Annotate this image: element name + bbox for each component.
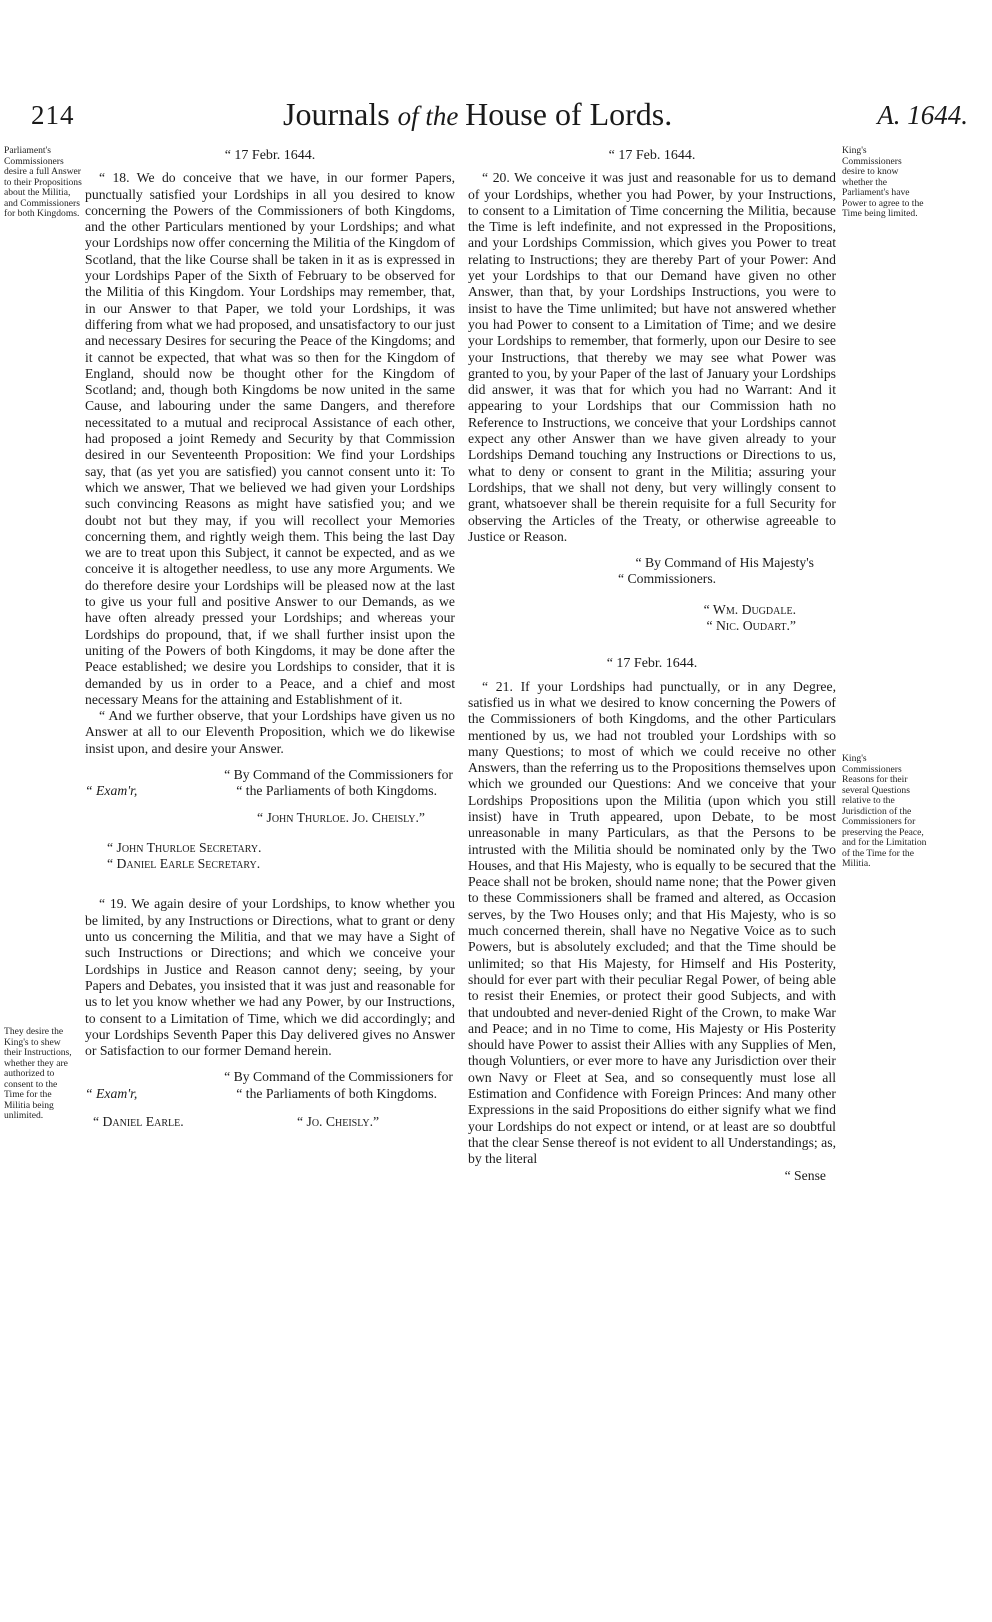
- command-line: “ Exam'r, “ the Parliaments of both Kingdoms.: [85, 783, 437, 799]
- paragraph-20: “ 20. We conceive it was just and reasonable for us to demand of your Lordships, whether you had Power, by your Instructions, to consent to a Limitation of Time concerning the Militia, because the Time is left indefinite, and not expressed in the Propositions, and your Lordships Commission, which gives you Power to treat relating to Instructions; they are thereby Part of your Power: And yet your Lordships to that our Demand have given no other Answer, than that, by your Lordships Instructions, you were to insist to have the Time unlimited; but have not answered whether you had Power to consent to a Limitation of Time; and we desire your Lordships to remember, that formerly, upon our Desire to see your Instructions, that thereby we may see what Power was granted to you, by your Paper of the last of January your Lordships did answer, it was that for which you had no Warrant: And it appearing to your Lordships that our Commission hath no Reference to Instructions, we conceive that your Lordships cannot expect any other Answer than we have given already to your Lordships Demand touching any Instructions or Directions to us, what to deny or consent to grant in the Militia; assuring your Lordships, that we shall not deny, but very willingly consent to grant, whatsoever shall be therein requisite for a full Security for observing the Articles of the Treaty, or otherwise agreeable to Justice or Reason.: [468, 170, 836, 544]
- running-title: Journals of the House of Lords.: [283, 96, 673, 132]
- signature: “ Nic. Oudart.”: [706, 618, 796, 634]
- paragraph-18: “ 18. We do conceive that we have, in our former Papers, punctually satisfied your Lordships in all you desired to know concerning the Powers of the Commissioners of both Kingdoms, and the other Particulars mentioned by your Lordships; and what your Lordships now offer concerning the Militia of the Kingdom of Scotland, that the like Course shall be taken in it as is expressed in your Lordships Paper of the Sixth of February to be observed for the Militia of this Kingdom. Your Lordships may remember, that, in our Answer to that Paper, we told your Lordships, it was differing from what we had proposed, and unsatisfactory to our just and necessary Desires for securing the Peace of the Kingdoms; and it cannot be expected, that what was so then for the Kingdom of England, should now be thought other for the Kingdom of Scotland; and, though both Kingdoms be now united in the same Cause, and labouring under the same Dangers, and therefore necessitated to a mutual and reciprocal Assistance of each other, had proposed a joint Remedy and Security by that Commission desired in our Seventeenth Proposition: We find your Lordships say, that (as yet you are satisfied) you cannot consent unto it: To which we answer, That we believed we had given your Lordships such convincing Reasons as might have satisfied you; and we doubt not but they may, if you will recollect your Memories concerning them, and rightly weigh them. This being the last Day we are to treat upon this Subject, it cannot be expected, and as we conceive it is altogether needless, to use any more Arguments. We do therefore desire your Lordships will be pleased now at the last to give us your full and positive Answer to our Demands, as we have often already pressed your Lordships; and whereas your Lordships do propound, that, if we shall further insist upon the uniting of the Powers of both Kingdoms, it may be done after the Peace established; we desire you Lordships to consider, that it is demanded by us in order to a Peace, and a chief and most necessary Means for the attaining and Establishment of it.: [85, 170, 455, 707]
- entry-date: “ 17 Feb. 1644.: [608, 148, 696, 163]
- secretary: “ Daniel Earle Secretary.: [107, 856, 261, 872]
- command-line: “ By Command of the Commissioners for: [224, 1069, 453, 1085]
- command-line: “ By Command of the Commissioners for: [224, 766, 453, 782]
- command-line: “ Exam'r, “ the Parliaments of both Kingdoms.: [85, 1085, 437, 1101]
- right-column: [468, 148, 836, 1184]
- page-year: A. 1644.: [877, 100, 968, 130]
- margin-note: Parliament's Commissioners desire a full Answer to their Propositions about the Militia, and Commissioners for both Kingdoms.: [4, 145, 82, 219]
- page-number: 214: [31, 100, 75, 130]
- entry-date: “ 17 Febr. 1644.: [606, 656, 698, 672]
- examiner-label: “ Exam'r,: [85, 1085, 138, 1101]
- page-header: [0, 96, 992, 136]
- paragraph-19: “ 19. We again desire of your Lordships, to know whether you be limited, by any Instructions or Directions, what to grant or deny unto us concerning the Militia, and that we may have a Sight of such Instructions or Directions; and which we conceive your Lordships in Justice and Reason cannot deny; seeing, by your Papers and Debates, you insisted that it was just and reasonable for us to let you know whether we had any Power, by our Instructions, to consent to a Limitation of Time, which we did accordingly; and your Lordships Seventh Paper this Day delivered gives no Answer or Satisfaction to our former Demand herein.: [85, 896, 455, 1059]
- margin-note: They desire the King's to shew their Instructions, whether they are authorized to consent to the Time for the Militia being unlimited.: [4, 1026, 72, 1121]
- signature: “ Wm. Dugdale.: [703, 601, 796, 617]
- catchword: “ Sense: [784, 1167, 826, 1183]
- secretary: “ John Thurloe Secretary.: [107, 839, 262, 855]
- paragraph-18-continued: “ And we further observe, that your Lordships have given us no Answer at all to our Eleventh Proposition, which we do likewise insist upon, and desire your Answer.: [85, 708, 455, 756]
- signatures: “ Daniel Earle. “ Jo. Cheisly.”: [93, 1114, 380, 1130]
- margin-note: King's Commissioners Reasons for their several Questions relative to the Jurisdiction of the Commissioners for preserving the Peace, and for the Limitation of the Time for the Militia.: [842, 753, 927, 869]
- paragraph-21: “ 21. If your Lordships had punctually, or in any Degree, satisfied us in what we desired to know concerning the Powers of the Commissioners of both Kingdoms, and the other Particulars mentioned by us, we had not troubled your Lordships with so many Questions; to most of which we could receive no other Answers, than the referring us to the Propositions themselves upon which we grounded our Questions: And we conceive that your Lordships Propositions upon the Militia (upon which you still insist) have in Truth appeared, upon Debate, to be most unreasonable in many Particulars, as that the Persons to be intrusted with the Militia should be nominated only by the Two Houses, and that His Majesty, who is equally to be secured that the Peace shall not be broken, should name none; that the Power given to these Commissioners shall be framed and altered, as Occasion serves, by the Two Houses only; and that His Majesty, who is so much concerned therein, shall have no Negative Voice as to such Powers, but is absolutely excluded; and that the Time should be unlimited; so that His Majesty, for Himself and His Posterity, should for ever part with their peculiar Regal Power, of being able to resist their Enemies, or protect their good Subjects, and with that undoubted and never-denied Right of the Crown, to make War and Peace; and in no Time to come, His Majesty or His Posterity should have Power to assist their Allies with any Supplies of Men, though Voluntiers, or ever more to have any Jurisdiction over their own Navy or Fleet at Sea, and so consequently must lose all Estimation and Confidence with Foreign Princes: And many other Expressions in the said Propositions do either signify what we find your Lordships do not expect or intend, or at least are so doubtful that the clear Sense thereof is not evident to all Understandings; as, by the literal: [468, 678, 836, 1167]
- examiner-label: “ Exam'r,: [85, 783, 138, 799]
- command-line: “ By Command of His Majesty's: [635, 555, 814, 571]
- margin-note: King's Commissioners desire to know whether the Parliament's have Power to agree to the Time being limited.: [842, 145, 924, 219]
- command-line: “ Commissioners.: [618, 571, 717, 587]
- entry-date: “ 17 Febr. 1644.: [224, 148, 316, 163]
- left-column: [85, 148, 455, 1130]
- signatures: “ John Thurloe. Jo. Cheisly.”: [257, 809, 425, 825]
